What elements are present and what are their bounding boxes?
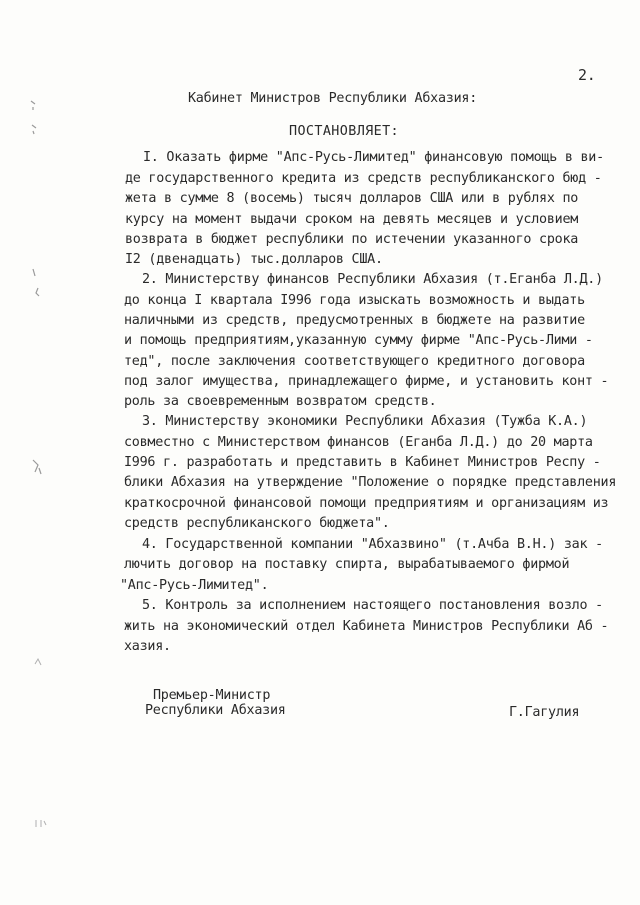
body-line: 3. Министерству экономики Республики Абхазия (Тужба К.А.) — [142, 414, 588, 429]
body-line: под залог имущества, принадлежащего фирме, и установить конт - — [124, 374, 609, 389]
body-line: "Апс-Русь-Лимитед". — [120, 578, 269, 593]
body-line: курсу на момент выдачи сроком на девять месяцев и условием — [125, 212, 579, 227]
scan-mark — [30, 266, 44, 300]
body-line: наличными из средств, предусмотренных в бюджете на развитие — [124, 313, 585, 328]
signatory-title: Премьер-Министр — [153, 688, 271, 703]
scan-mark — [33, 816, 49, 830]
body-line: совместно с Министерством финансов (Еганба Л.Д.) до 20 марта — [124, 435, 593, 450]
body-line: лючить договор на поставку спирта, вырабатываемого фирмой — [124, 557, 570, 572]
body-line: и помощь предприятиям,указанную сумму фирме "Апс-Русь-Лими - — [124, 333, 593, 348]
body-line: I. Оказать фирме "Апс-Русь-Лимитед" финансовую помощь в ви- — [143, 150, 604, 165]
body-line: 2. Министерству финансов Республики Абхазия (т.Еганба Л.Д.) — [142, 272, 603, 287]
body-line: блики Абхазия на утверждение "Положение о порядке представления — [124, 475, 617, 490]
body-line: возврата в бюджет республики по истечении указанного срока — [125, 232, 579, 247]
body-line: I996 г. разработать и представить в Кабинет Министров Респу - — [124, 455, 601, 470]
scan-mark — [28, 98, 40, 138]
body-line: жета в сумме 8 (восемь) тысяч долларов США или в рублях по — [125, 191, 579, 206]
body-line: 5. Контроль за исполнением настоящего постановления возло - — [142, 598, 603, 613]
scan-mark — [32, 654, 44, 668]
body-line: 4. Государственной компании "Абхазвино" (т.Ачба В.Н.) зак - — [142, 537, 603, 552]
signatory-name: Г.Гагулия — [509, 705, 580, 720]
body-line: хазия. — [124, 639, 171, 654]
body-line: краткосрочной финансовой помощи предприятиям и организациям из — [124, 496, 609, 511]
body-line: I2 (двенадцать) тыс.долларов США. — [125, 252, 383, 267]
document-title: Кабинет Министров Республики Абхазия: — [188, 91, 478, 106]
body-line: тед", после заключения соответствующего кредитного договора — [124, 354, 585, 369]
body-line: средств республиканского бюджета". — [124, 516, 390, 531]
body-line: де государственного кредита из средств республиканского бюд - — [125, 171, 602, 186]
document-heading: ПОСТАНОВЛЯЕТ: — [289, 124, 400, 139]
body-line: жить на экономический отдел Кабинета Министров Республики Аб - — [124, 619, 609, 634]
signatory-title: Республики Абхазия — [145, 703, 286, 718]
body-line: до конца I квартала I996 года изыскать возможность и выдать — [124, 293, 585, 308]
body-line: роль за своевременным возвратом средств. — [124, 394, 437, 409]
scan-mark — [30, 456, 44, 478]
page-number: 2. — [578, 66, 596, 84]
